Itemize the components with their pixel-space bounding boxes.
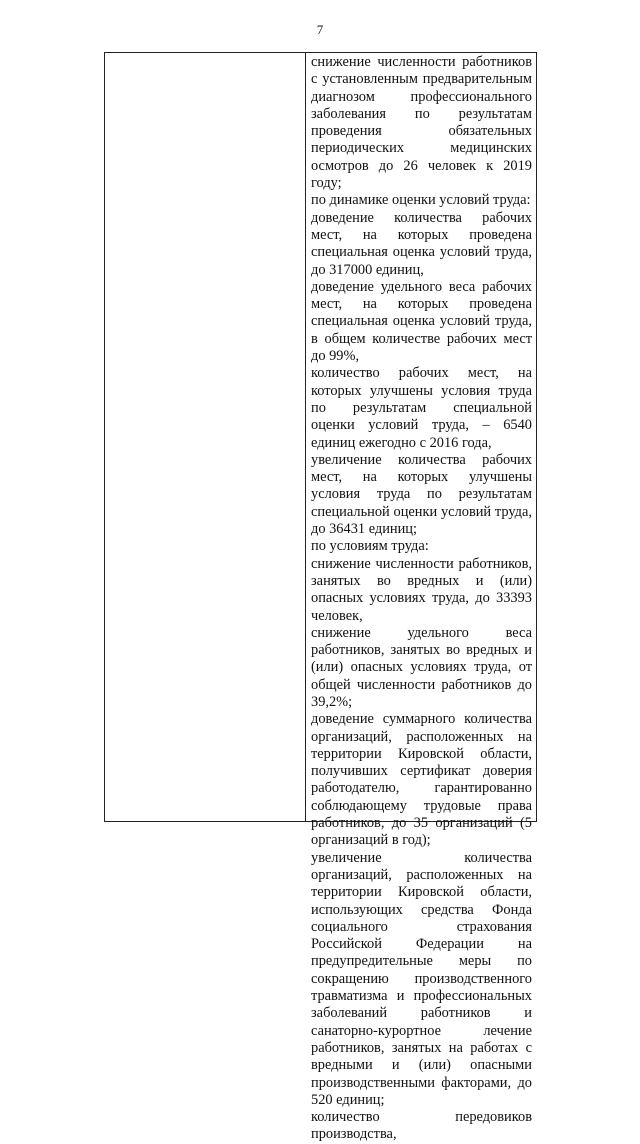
paragraph: доведение количества рабочих мест, на которых проведена специальная оценка условий труда, до 317000 единиц, bbox=[311, 209, 532, 278]
paragraph: доведение суммарного количества организаций, расположенных на территории Кировской области, получивших сертификат доверия работодателю, гарантированно соблюдающему трудовые права работников, до 35 организаций (5 организаций в год); bbox=[311, 711, 532, 849]
paragraph: по условиям труда: bbox=[311, 538, 429, 555]
paragraph: количество передовиков производства, bbox=[311, 1109, 532, 1143]
paragraph: снижение удельного веса работников, занятых во вредных и (или) опасных условиях труда, от общей численности работников до 39,2%; bbox=[311, 624, 532, 710]
paragraph: увеличение количества рабочих мест, на которых улучшены условия труда по результатам специальной оценки условий труда, до 36431 единиц; bbox=[311, 451, 532, 538]
paragraph: снижение численности работников, занятых во вредных и (или) опасных условиях труда, до 33393 человек, bbox=[311, 555, 532, 624]
page-number: 7 bbox=[316, 22, 324, 37]
paragraph: количество рабочих мест, на которых улучшены условия труда по результатам специальной оценки условий труда, – 6540 единиц ежегодно с 2016 года, bbox=[311, 365, 532, 451]
paragraph: снижение численности работников с установленным предварительным диагнозом профессионального заболевания по результатам проведения обязательных периодических медицинских осмотров до 26 человек к 2019 году; bbox=[311, 54, 532, 192]
paragraph: по динамике оценки условий труда: bbox=[311, 192, 531, 209]
paragraph: увеличение количества организаций, расположенных на территории Кировской области, использующих средства Фонда социального страхования Российской Федерации на предупредительные меры по сокращению производственного травматизма и профессиональных заболеваний работников и санаторно-курортное лечение работников, занятых на работах с вредными и (или) опасными производственными факторами, до 520 единиц; bbox=[311, 849, 532, 1108]
table-left-cell bbox=[105, 53, 306, 821]
paragraph: доведение удельного веса рабочих мест, на которых проведена специальная оценка условий труда, в общем количестве рабочих мест до 99%, bbox=[311, 278, 532, 365]
table-right-cell bbox=[306, 53, 536, 1143]
document-table bbox=[104, 52, 537, 1143]
